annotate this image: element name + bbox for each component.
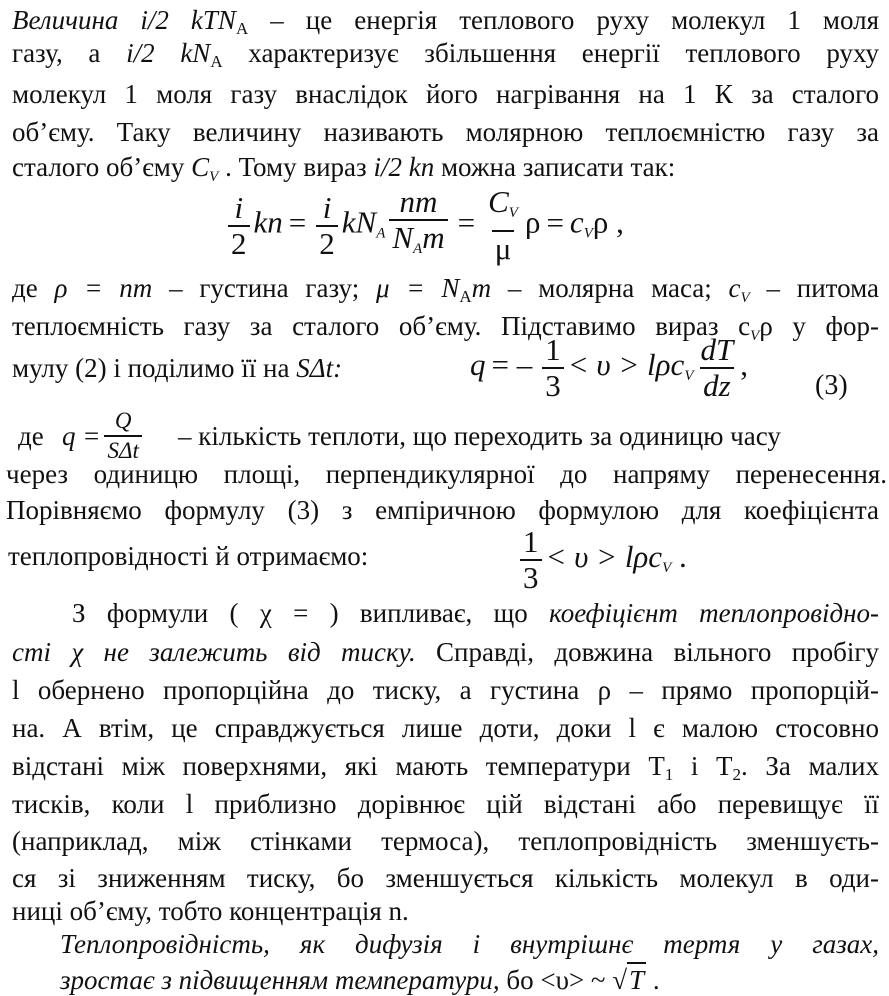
text-line: теплоємність газу за сталого об’єму. Підставимо вираз cVρ у фор- (12, 311, 879, 344)
text-segment: газу, а (12, 38, 127, 68)
text-line: ниці об’єму, тобто концентрація n. (12, 896, 409, 926)
text-line: де ρ = nm – густина газу; $\mu = N_Am$ – молярна маса; cV – питома (12, 273, 879, 306)
subscript: A (210, 52, 223, 71)
eq-term: c (569, 204, 584, 240)
text-segment: сталого об’єму (12, 152, 192, 182)
text-line: тисків, коли l приблизно дорівнює цій відстані або перевищує її (12, 789, 879, 819)
text-segment: сті χ не залежить від тиску. (12, 637, 416, 667)
text-segment: можна записати так: (434, 152, 676, 182)
equation-1 (224, 186, 624, 265)
subscript: V (209, 169, 219, 185)
text-segment: характеризує збільшення енергії теплового руху (222, 38, 879, 68)
fraction: $\frac{nm}{\text{NAm}}$ (389, 186, 447, 265)
text-segment: Величина i/2 kTN (12, 5, 236, 35)
text-line: мулу (2) і поділимо її на SΔt: (12, 353, 343, 383)
text-line: теплопровідності й отримаємо: (8, 541, 369, 571)
text-segment: i/2 kN (126, 38, 211, 68)
text-segment: . Тому вираз (218, 152, 374, 182)
text-segment: об’єму. Таку величину називають молярною теплоємністю газу за (12, 117, 879, 147)
sqrt-term: T (627, 962, 646, 996)
equation-3: q = – $\frac{1}{3}$ < υ > lρcV $\frac{dT}{dz}$ , (470, 332, 748, 403)
eq-term: kN (341, 204, 377, 240)
eq-operator: = (457, 204, 476, 240)
text-segment: μ = N (375, 273, 460, 303)
text-line: на. А втім, це справджується лише доти, доки l є малою стосовно (12, 713, 879, 743)
eq-term: ρ , (592, 204, 624, 240)
text-segment: i/2 kn (373, 152, 435, 182)
equation-number: (3) (815, 370, 848, 401)
text-line: через одиницю площі, перпендикулярної до напряму перенесення. (6, 459, 887, 489)
eq-term: kn (253, 204, 283, 240)
text-line: відстані між поверхнями, які мають температури $T_1$ і $T_2$. За малих (12, 751, 880, 784)
q-definition: q = $\frac{Q}{\text{SΔt}}$ (62, 408, 146, 464)
text-segment: молекул 1 моля газу внаслідок його нагрівання на 1 К за сталого (12, 79, 879, 109)
subscript: V (583, 225, 593, 242)
text-line: Теплопровідність, як дифузія і внутрішнє тертя у газах, (60, 929, 879, 959)
text-line: Порівняємо формулу (3) з емпіричною формулою для коефіцієнта (6, 495, 879, 525)
text-line (12, 116, 879, 148)
fraction: $\frac{i}{2}$ (316, 192, 338, 260)
text-segment: SΔt: (296, 353, 343, 383)
text-line: – кількість теплоти, що переходить за одиницю часу (178, 421, 781, 451)
subscript: A (376, 225, 386, 242)
text-line: ся зі зниженням тиску, бо зменшується кількість молекул в оди- (12, 863, 879, 893)
text-line: сті χ не залежить від тиску. Справді, довжина вільного пробігу (12, 637, 879, 667)
text-line (12, 37, 879, 78)
fraction: $\frac{i}{2}$ (228, 192, 250, 260)
fraction: $\frac{CV}{\mu}$ (488, 184, 518, 266)
eq-operator: = (546, 204, 564, 240)
text-line: (наприклад, між стінками термоса), теплопровідність зменшуєть- (12, 826, 879, 856)
text-line: З формули ( χ = ) випливає, що коефіцієнт теплопровідно- (72, 598, 879, 628)
text-line: l обернено пропорційна до тиску, а густина ρ – прямо пропорцій- (12, 675, 879, 705)
eq-term: ρ (524, 204, 541, 240)
text-segment: c (728, 273, 741, 303)
text-segment: – це енергія теплового руху молекул 1 моля (248, 5, 879, 35)
text-line: де (18, 421, 44, 451)
equation-4: $\frac{1}{3}$ < υ > lρcV . (516, 526, 687, 594)
text-line: зростає з підвищенням температури, бо <υ> ~ √T . (60, 962, 660, 996)
text-segment: коефіцієнт теплопровідно- (549, 598, 879, 628)
text-line (12, 78, 879, 110)
subscript: V (750, 328, 760, 344)
eq-operator: = (288, 204, 307, 240)
text-segment: C (191, 152, 210, 182)
subscript: A (235, 19, 249, 38)
text-segment: ρ = nm (54, 273, 153, 303)
